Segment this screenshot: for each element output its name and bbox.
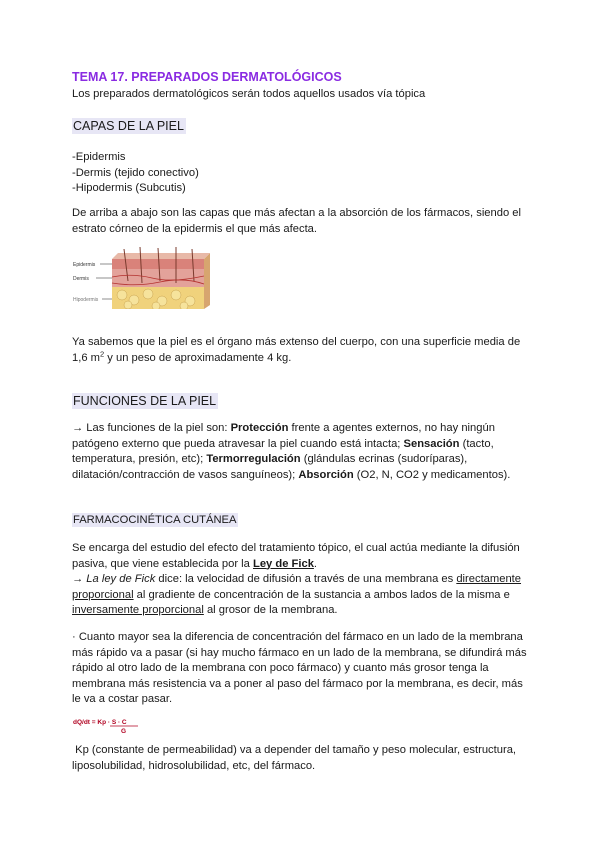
paragraph-line: De arriba a abajo son las capas que más afectan a la absorción de los fármacos, siendo el xyxy=(72,207,522,219)
paragraph-line: rápido al otro lado de la membrana con poco fármaco) y cuanto más grosor tenga la xyxy=(72,662,489,674)
page-title: TEMA 17. PREPARADOS DERMATOLÓGICOS xyxy=(72,70,342,84)
intro-text: Los preparados dermatológicos serán todos aquellos usados vía tópica xyxy=(72,88,426,100)
formula-numerator: dQ/dt = Kp · S · C xyxy=(73,719,127,726)
paragraph-line: estrato córneo de la epidermis el que más afecta. xyxy=(72,222,318,235)
label-epidermis: Epidermis xyxy=(73,262,96,268)
paragraph-line: Ya sabemos que la piel es el órgano más extenso del cuerpo, con una superficie media de xyxy=(72,336,521,348)
layers-paragraph xyxy=(72,206,532,237)
paragraph-line: liposolubilidad, hidrosolubilidad, etc, del fármaco. xyxy=(72,759,316,772)
layers-list xyxy=(72,150,532,197)
functions-paragraph xyxy=(72,421,532,483)
paragraph-line: inversamente proporcional al grosor de la membrana. xyxy=(72,604,338,616)
label-dermis: Dermis xyxy=(73,276,89,282)
formula-denominator: G xyxy=(121,728,127,735)
paragraph-line: dilatación/contracción de vasos sanguíneos); Absorción (O2, N, CO2 y medicamentos). xyxy=(72,468,511,481)
paragraph-line: Kp (constante de permeabilidad) va a depender del tamaño y peso molecular, estructura, xyxy=(72,744,517,756)
paragraph-line: membrana más resistencia va a poner al paso del fármaco por la membrana, es decir, más xyxy=(72,677,523,690)
list-item: -Hipodermis (Subcutis) xyxy=(72,182,186,194)
paragraph-line: pasiva, que viene establecida por la Ley de Fick. xyxy=(72,557,318,570)
heading-capas: CAPAS DE LA PIEL xyxy=(73,119,184,133)
paragraph-line: · Cuanto mayor sea la diferencia de concentración del fármaco en un lado de la membrana xyxy=(72,631,523,643)
fick-paragraph xyxy=(72,541,532,619)
paragraph-line: Se encarga del estudio del efecto del tratamiento tópico, el cual actúa mediante la difusión xyxy=(72,542,520,554)
heading-funciones: FUNCIONES DE LA PIEL xyxy=(73,394,217,408)
paragraph-line: patógeno externo que pueda atravesar la piel cuando está intacta; Sensación (tacto, xyxy=(72,437,494,450)
skin-diagram xyxy=(72,247,212,314)
skin-facts-paragraph xyxy=(72,335,532,366)
gradient-paragraph xyxy=(72,630,532,708)
paragraph-line: proporcional al gradiente de concentración de la sustancia a ambos lados de la misma e xyxy=(72,588,510,601)
kp-paragraph xyxy=(72,743,532,774)
list-item: -Dermis (tejido conectivo) xyxy=(72,166,199,179)
paragraph-line: le va a costar pasar. xyxy=(72,693,173,705)
paragraph-line: más rápido va a pasar (si hay mucho fármaco en un lado de la membrana, se difundirá más xyxy=(72,646,527,659)
paragraph-line: temperatura, presión, etc); Termorregulación (glándulas ecrinas (sudoríparas), xyxy=(72,453,468,465)
paragraph-line: → Las funciones de la piel son: Protección frente a agentes externos, no hay ningún xyxy=(72,422,495,434)
paragraph-line: 1,6 $m^2$ y un peso de aproximadamente 4 kg. xyxy=(72,348,292,364)
list-item: -Epidermis xyxy=(72,151,126,163)
heading-farmacocinetica: FARMACOCINÉTICA CUTÁNEA xyxy=(73,514,237,526)
label-hipodermis: Hipodermis xyxy=(73,297,99,303)
fick-formula xyxy=(72,715,142,740)
paragraph-line: → La ley de Fick dice: la velocidad de difusión a través de una membrana es directamente xyxy=(72,573,522,585)
